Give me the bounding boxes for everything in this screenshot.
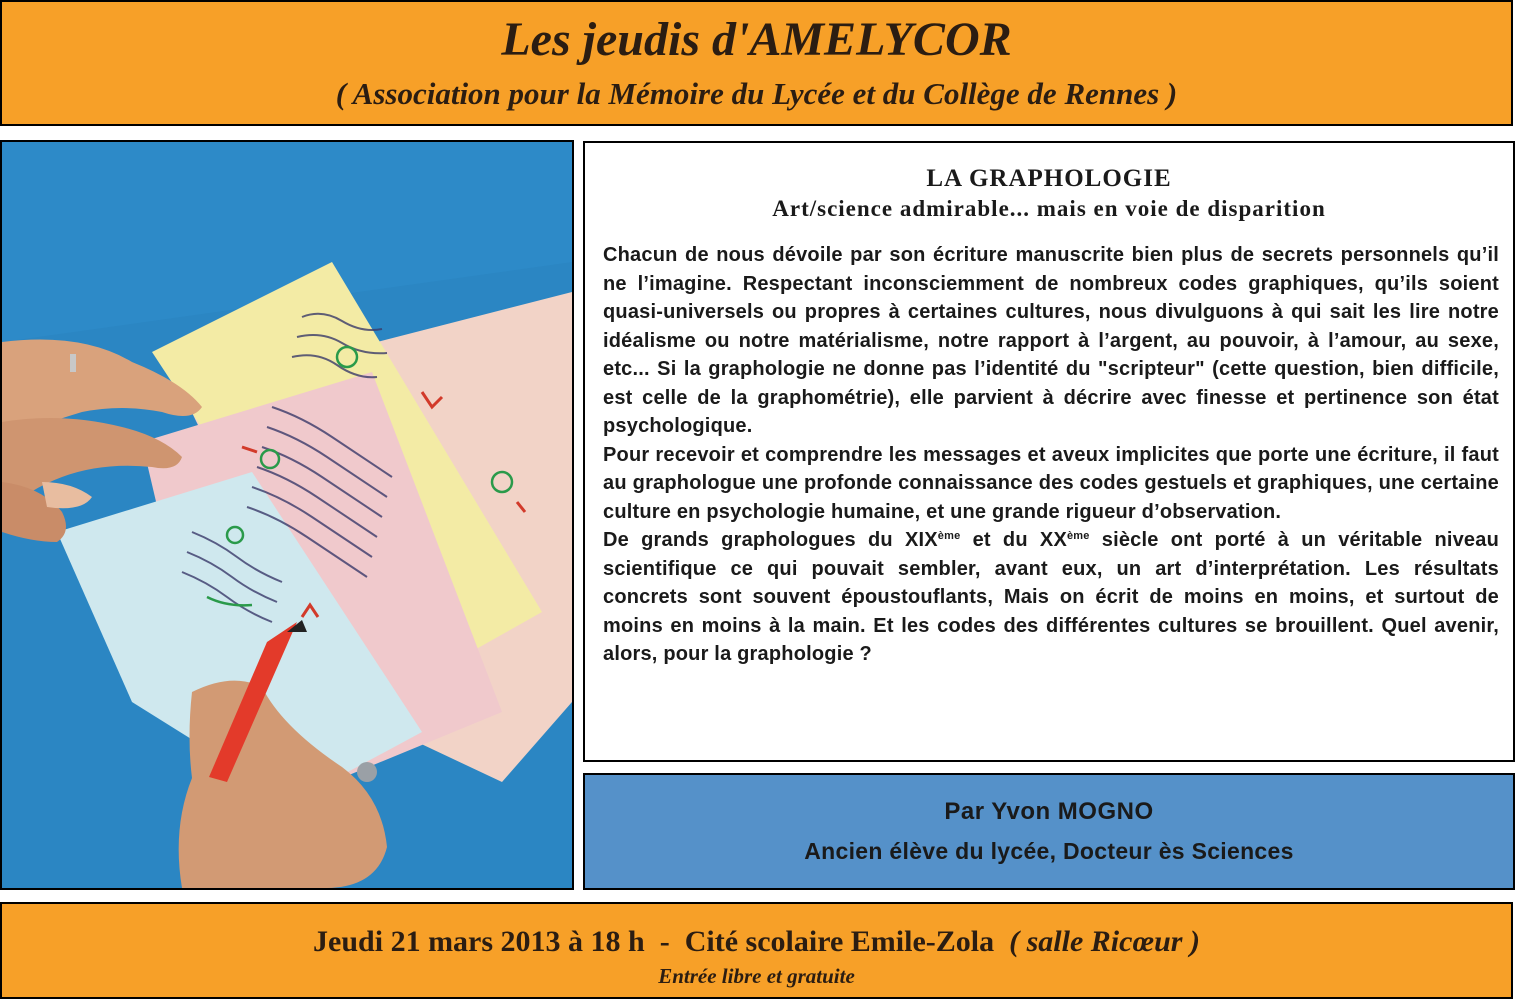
article-subheading: Art/science admirable... mais en voie de disparition <box>772 196 1326 221</box>
article-paragraph-1: Chacun de nous dévoile par son écriture manuscrite bien plus de secrets personnels qu’il ne l’imagine. Respectant inconsciemment de nombreux codes graphiques, qu’ils soient quasi-universels ou propres à certaines cultures, nous divulguons à qui sait les lire notre idéalisme ou notre matérialisme, notre rapport à l’argent, au pouvoir, à l’amour, au sexe, etc... Si la graphologie ne donne pas l’identité du "scripteur" (cette question, bien difficile, est celle de la graphométrie), elle parvient à décrire avec finesse et pertinence son état psychologique. <box>603 244 1499 437</box>
superscript-eme-2: ème <box>1066 530 1090 542</box>
association-subtitle: ( Association pour la Mémoire du Lycée et du Collège de Rennes ) <box>335 76 1178 111</box>
room-name: ( salle Ricœur ) <box>1009 925 1200 958</box>
photo-illustration <box>2 142 572 888</box>
article-body <box>603 241 1499 669</box>
speaker-role: Ancien élève du lycée, Docteur ès Sciences <box>804 838 1294 864</box>
article-paragraph-2: Pour recevoir et comprendre les messages et aveux implicites que porte une écriture, il faut au graphologue une profonde connaissance des codes gestuels et graphiques, une certaine culture en psychologie humaine, et une grande rigueur d’observation. <box>603 443 1499 523</box>
paragraph-3-part-c: siècle ont porté à un véritable niveau scientifique ce qui pouvait sembler, avant eux, un art d’interprétation. Les résultats concrets sont souvent époustouflants, Mais on écrit de moins en moins, et surtout de moins en moins à la main. Et les codes des différentes cultures se brouillent. Quel avenir, alors, pour la graphologie ? <box>603 529 1499 665</box>
paragraph-3-part-b: et du XX <box>960 529 1067 551</box>
speaker-box <box>583 773 1515 890</box>
date-place-text: Jeudi 21 mars 2013 à 18 h - Cité scolaire Emile-Zola <box>313 925 1010 958</box>
article-heading: LA GRAPHOLOGIE <box>926 165 1172 192</box>
speaker-name: Par Yvon MOGNO <box>944 798 1154 825</box>
graphology-photo <box>0 140 574 890</box>
paragraph-3-part-a: De grands graphologues du XIX <box>603 529 938 551</box>
footer-banner <box>0 902 1513 999</box>
event-series-title: Les jeudis d'AMELYCOR <box>501 13 1012 66</box>
superscript-eme-1: ème <box>937 530 961 542</box>
article-paragraph-3 <box>603 526 1499 669</box>
admission-note: Entrée libre et gratuite <box>658 964 855 988</box>
header-banner <box>0 0 1513 126</box>
event-date-place <box>2 925 1511 959</box>
article-box <box>583 141 1515 762</box>
